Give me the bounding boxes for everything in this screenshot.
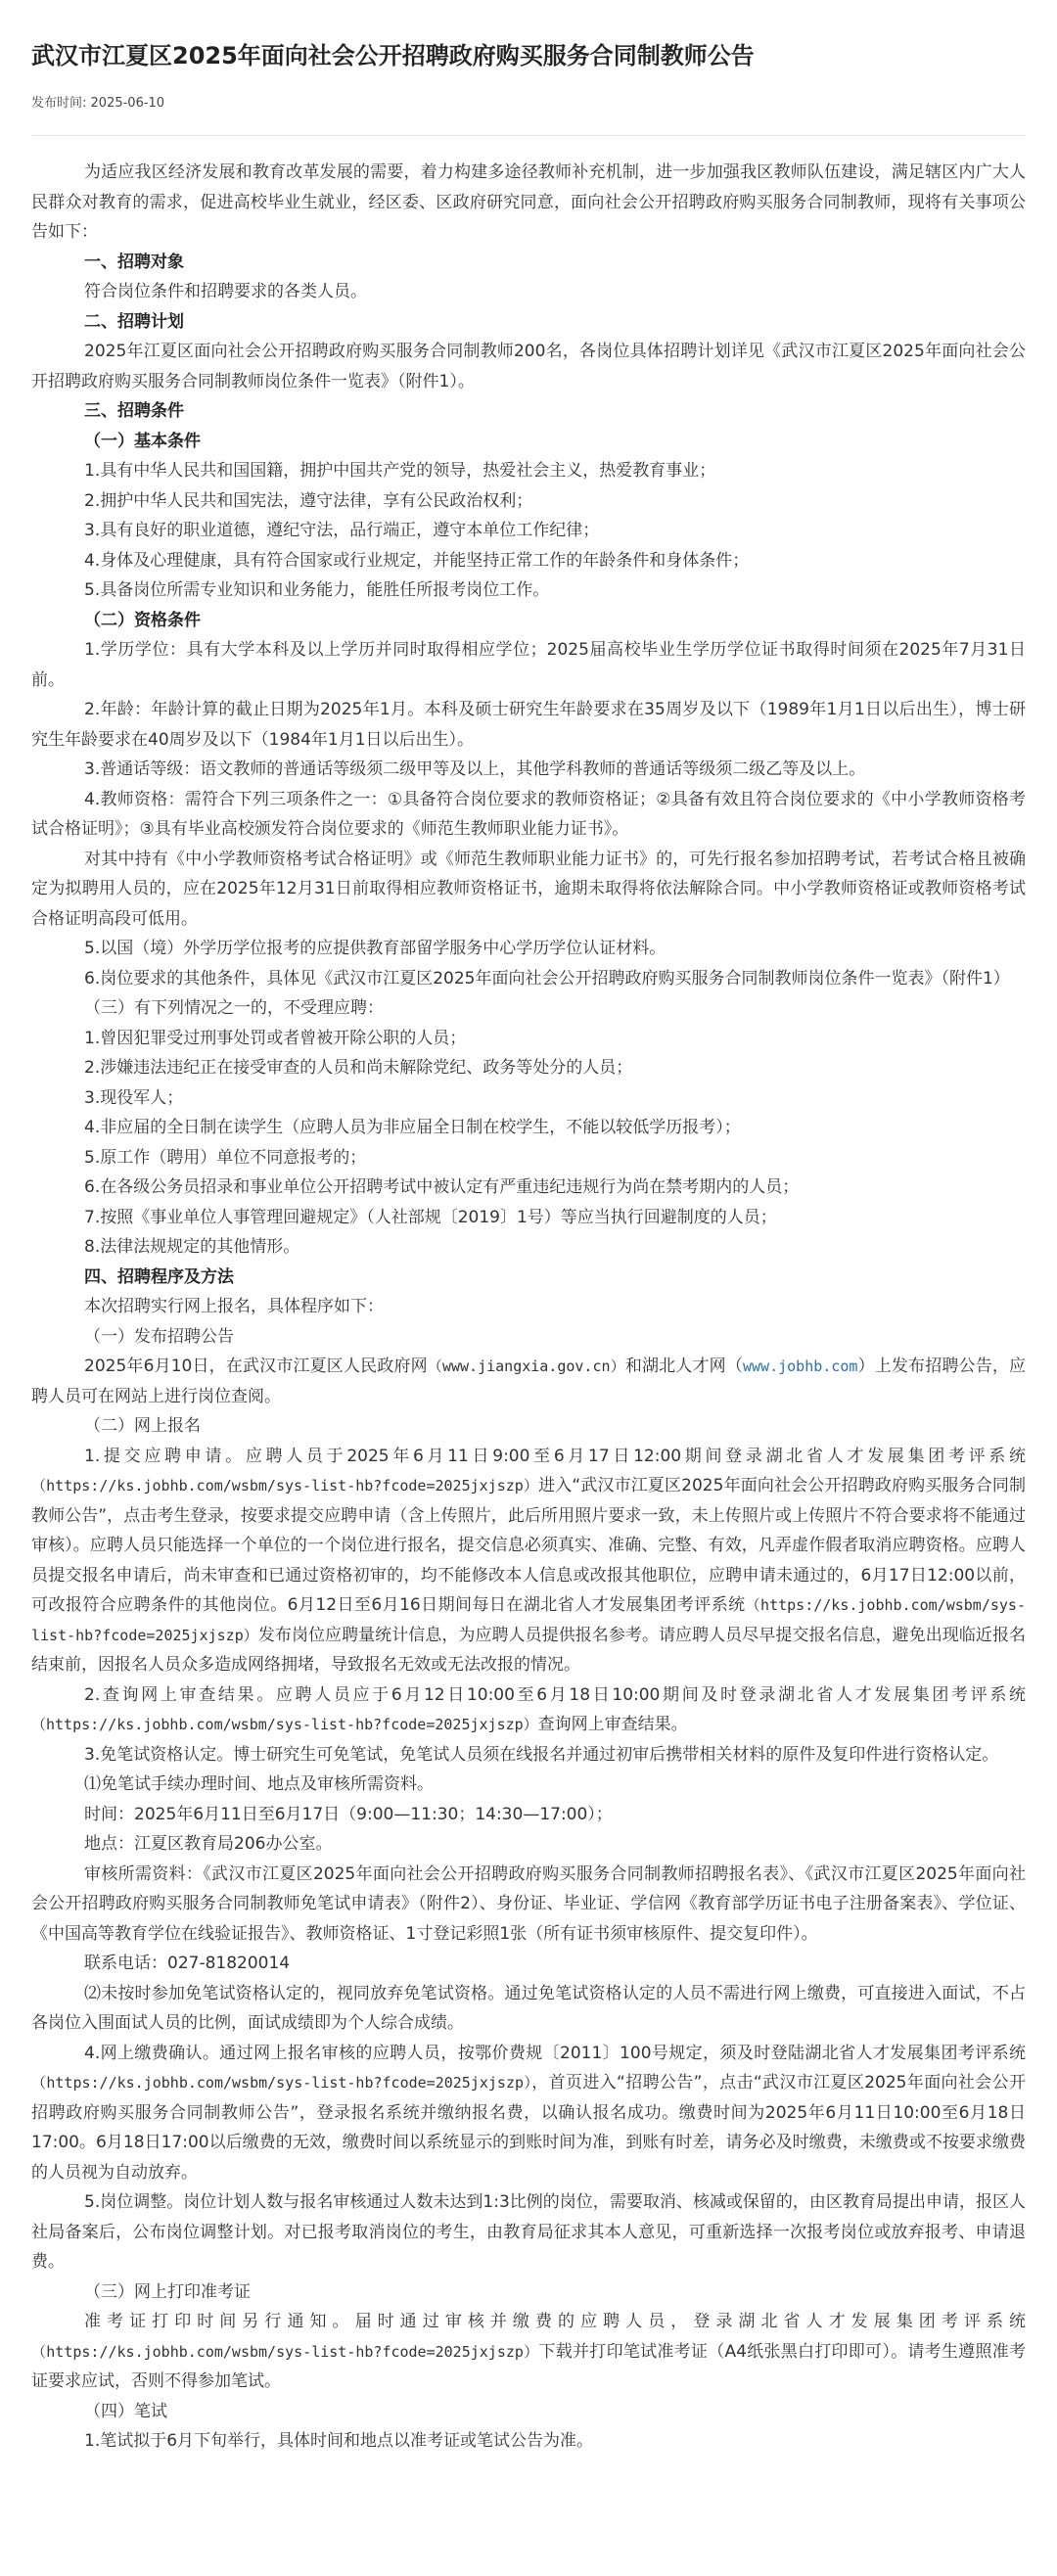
paragraph: ⑵未按时参加免笔试资格认定的，视同放弃免笔试资格。通过免笔试资格认定的人员不需进行网上缴费，可直接进入面试，不占各岗位入围面试人员的比例，面试成绩即为个人综合成绩。 xyxy=(31,1983,1026,2033)
section-heading: 一、招聘对象 xyxy=(84,252,184,272)
system-url: （https://ks.jobhb.com/wsbm/sys-list-hb?fcode=2025jxjszp） xyxy=(31,1477,539,1495)
list-item: 4.身体及心理健康，具有符合国家或行业规定，并能坚持正常工作的年龄条件和身体条件； xyxy=(84,550,750,571)
list-item: 7.按照《事业单位人事管理回避规定》（人社部规〔2019〕1号）等应当执行回避制度的人员； xyxy=(84,1207,777,1227)
text-run: 2025年6月10日，在武汉市江夏区人民政府网 xyxy=(84,1357,428,1376)
text-run: （ xyxy=(725,1357,743,1376)
section-heading: 三、招聘条件 xyxy=(84,401,184,421)
publish-label: 发布时间: xyxy=(31,96,87,111)
paragraph xyxy=(31,2039,1026,2188)
paragraph: 2.年龄：年龄计算的截止日期为2025年1月。本科及硕士研究生年龄要求在35周岁及以下（1989年1月1日以后出生），博士研究生年龄要求在40周岁及以下（1984年1月1日以后出生）。 xyxy=(31,700,1026,750)
text-run: 准考证打印时间另行通知。届时通过审核并缴费的应聘人员，登录湖北省人才发展集团考评系统 xyxy=(84,2312,1026,2331)
list-item: 2.涉嫌违法违纪正在接受审查的人员和尚未解除党纪、政务等处分的人员； xyxy=(84,1058,633,1078)
text-run: 进入“武汉市江夏区2025年面向社会公开招聘政府购买服务合同制教师公告”，点击考生登录，按要求提交应聘申请（含上传照片，此后所用照片要求一致，未上传照片或上传照片不符合要求将不能通过审核）。应聘人员只能选择一个单位的一个岗位进行报名，提交信息必须真实、准确、完整、有效，凡弄虚作假者取消应聘资格。应聘人员提交报名申请后，尚未审查和已通过资格初审的，均不能修改本人信息或改报其他职位，应聘申请未通过的，6月17日12:00以前，可改报符合应聘条件的其他岗位。6月12日至6月16日期间每日在湖北省人才发展集团考评系统 xyxy=(31,1476,1026,1615)
list-item: 8.法律法规规定的其他情形。 xyxy=(84,1237,300,1257)
publish-info xyxy=(31,90,1026,117)
paragraph: 时间：2025年6月11日至6月17日（9:00—11:30；14:30—17:00）； xyxy=(84,1804,613,1824)
article-header xyxy=(0,0,1057,117)
paragraph xyxy=(31,1680,1026,1740)
list-item: 1.曾因犯罪受过刑事处罚或者曾被开除公职的人员； xyxy=(84,1028,467,1048)
paragraph: 1.笔试拟于6月下旬举行，具体时间和地点以准考证或笔试公告为准。 xyxy=(84,2431,594,2451)
intro-paragraph: 为适应我区经济发展和教育改革发展的需要，着力构建多途径教师补充机制，进一步加强我区教师队伍建设，满足辖区内广大人民群众对教育的需求，促进高校毕业生就业，经区委、区政府研究同意，面向社会公开招聘政府购买服务合同制教师，现将有关事项公告如下： xyxy=(31,162,1026,242)
paragraph: 4.教师资格：需符合下列三项条件之一：①具备符合岗位要求的教师资格证；②具备有效且符合岗位要求的《中小学教师资格考试合格证明》；③具有毕业高校颁发符合岗位要求的《师范生教师职业能力证书》。 xyxy=(31,789,1026,839)
paragraph: 审核所需资料：《武汉市江夏区2025年面向社会公开招聘政府购买服务合同制教师招聘报名表》、《武汉市江夏区2025年面向社会公开招聘政府购买服务合同制教师免笔试申请表》（附件2）、身份证、毕业证、学信网《教育部学历证书电子注册备案表》、学位证、《中国高等教育学位在线验证报告》、教师资格证、1寸登记彩照1张（所有证书须审核原件、提交复印件）。 xyxy=(31,1863,1026,1944)
publish-date: 2025-06-10 xyxy=(90,96,165,111)
system-url: （https://ks.jobhb.com/wsbm/sys-list-hb?fcode=2025jxjszp） xyxy=(31,1596,1026,1644)
text-run: 下载并打印笔试准考证（A4纸张黑白打印即可）。请考生遵照准考证要求应试，否则不得参加笔试。 xyxy=(31,2341,1026,2391)
list-item: 3.具有良好的职业道德，遵纪守法，品行端正，遵守本单位工作纪律； xyxy=(84,521,600,540)
paragraph xyxy=(31,1442,1026,1680)
list-item: 1.具有中华人民共和国国籍，拥护中国共产党的领导，热爱社会主义，热爱教育事业； xyxy=(84,461,716,481)
paragraph: 地点：江夏区教育局206办公室。 xyxy=(84,1834,333,1854)
paragraph xyxy=(31,1352,1026,1411)
list-item: 3.现役军人； xyxy=(84,1087,184,1108)
list-item: 5.具备岗位所需专业知识和业务能力，能胜任所报考岗位工作。 xyxy=(84,580,550,600)
paragraph: 1.学历学位：具有大学本科及以上学历并同时取得相应学位；2025届高校毕业生学历学位证书取得时间须在2025年7月31日前。 xyxy=(31,640,1026,690)
contact-phone: 联系电话：027-81820014 xyxy=(84,1954,291,1973)
paragraph: 对其中持有《中小学教师资格考试合格证明》或《师范生教师职业能力证书》的，可先行报名参加招聘考试，若考试合格且被确定为拟聘用人员的，应在2025年12月31日前取得相应教师资格证书，逾期未取得将依法解除合同。中小学教师资格证或教师资格考试合格证明高段可低用。 xyxy=(31,849,1026,929)
paragraph: 2025年江夏区面向社会公开招聘政府购买服务合同制教师200名，各岗位具体招聘计划详见《武汉市江夏区2025年面向社会公开招聘政府购买服务合同制教师岗位条件一览表》（附件1）。 xyxy=(31,342,1026,391)
text-run: 1.提交应聘申请。应聘人员于2025年6月11日9:00至6月17日12:00期间登录湖北省人才发展集团考评系统 xyxy=(84,1446,1026,1466)
section-heading: 四、招聘程序及方法 xyxy=(84,1266,234,1287)
list-item: 5.原工作（聘用）单位不同意报考的； xyxy=(84,1147,367,1168)
system-url: （https://ks.jobhb.com/wsbm/sys-list-hb?fcode=2025jxjszp） xyxy=(31,2342,539,2361)
paragraph xyxy=(31,2307,1026,2397)
text-run: 和湖北人才网 xyxy=(624,1357,726,1376)
subsection-heading: （二）资格条件 xyxy=(84,610,201,630)
paragraph: 本次招聘实行网上报名，具体程序如下： xyxy=(84,1297,384,1316)
jobhb-link[interactable]: www.jobhb.com xyxy=(743,1357,858,1375)
system-url: （https://ks.jobhb.com/wsbm/sys-list-hb?fcode=2025jxjszp） xyxy=(31,1716,538,1733)
list-item: 6.在各级公务员招录和事业单位公开招聘考试中被认定有严重违纪违规行为尚在禁考期内的人员； xyxy=(84,1177,800,1197)
article-title: 武汉市江夏区2025年面向社会公开招聘政府购买服务合同制教师公告 xyxy=(31,42,755,69)
text-run: ） xyxy=(857,1357,875,1376)
section-heading: 二、招聘计划 xyxy=(84,311,184,332)
text-run: 发布岗位应聘量统计信息，为应聘人员提供报名参考。请应聘人员尽早提交报名信息，避免出现临近报名结束前，因报名人员众多造成网络拥堵，导致报名无效或无法改报的情况。 xyxy=(31,1625,1026,1675)
subsection-heading: （三）有下列情况之一的，不受理应聘： xyxy=(84,998,384,1018)
paragraph: ⑴免笔试手续办理时间、地点及审核所需资料。 xyxy=(84,1774,434,1794)
list-item: 2.拥护中华人民共和国宪法，遵守法律，享有公民政治权利； xyxy=(84,490,533,511)
paragraph: 5.岗位调整。岗位计划人数与报名审核通过人数未达到1:3比例的岗位，需要取消、核减或保留的，由区教育局提出申请，报区人社局备案后，公布岗位调整计划。对已报考取消岗位的考生，由教育局征求其本人意见，可重新选择一次报考岗位或放弃报考、申请退费。 xyxy=(31,2192,1026,2272)
system-url: （https://ks.jobhb.com/wsbm/sys-list-hb?fcode=2025jxjszp） xyxy=(31,2074,532,2092)
text-run: 上发布招聘公告，应聘人员可在网站上进行岗位查阅。 xyxy=(31,1357,1027,1406)
paragraph: 5.以国（境）外学历学位报考的应提供教育部留学服务中心学历学位认证材料。 xyxy=(84,939,666,958)
article-body xyxy=(0,136,1057,2457)
subsection-heading: （二）网上报名 xyxy=(84,1416,201,1436)
site-url: （www.jiangxia.gov.cn） xyxy=(427,1357,625,1375)
subsection-heading: （一）发布招聘公告 xyxy=(84,1326,234,1347)
text-run: 2.查询网上审查结果。应聘人员应于6月12日10:00至6月18日10:00期间及时登录湖北省人才发展集团考评系统 xyxy=(84,1684,1026,1705)
paragraph: 6.岗位要求的其他条件，具体见《武汉市江夏区2025年面向社会公开招聘政府购买服务合同制教师岗位条件一览表》（附件1） xyxy=(84,968,1010,989)
subsection-heading: （四）笔试 xyxy=(84,2401,167,2421)
text-run: 4.网上缴费确认。通过网上报名审核的应聘人员，按鄂价费规〔2011〕100号规定，须及时登陆湖北省人才发展集团考评系统 xyxy=(84,2043,1026,2063)
paragraph: 符合岗位条件和招聘要求的各类人员。 xyxy=(84,282,367,301)
text-run: ，首页进入“招聘公告”，点击“武汉市江夏区2025年面向社会公开招聘政府购买服务合同制教师公告”，登录报名系统并缴纳报名费，以确认报名成功。缴费时间为2025年6月11日10:00至6月18日17:00。6月18日17:00以后缴费的无效，缴费时间以系统显示的到账时间为准，到账有时差，请务必及时缴费，未缴费或不按要求缴费的人员视为自动放弃。 xyxy=(31,2073,1026,2183)
paragraph: 3.普通话等级：语文教师的普通话等级须二级甲等及以上，其他学科教师的普通话等级须二级乙等及以上。 xyxy=(84,759,866,779)
list-item: 4.非应届的全日制在读学生（应聘人员为非应届全日制在校学生，不能以较低学历报考）； xyxy=(84,1118,741,1137)
subsection-heading: （三）网上打印准考证 xyxy=(84,2281,251,2302)
subsection-heading: （一）基本条件 xyxy=(84,431,201,451)
text-run: 查询网上审查结果。 xyxy=(537,1715,688,1734)
paragraph: 3.免笔试资格认定。博士研究生可免笔试，免笔试人员须在线报名并通过初审后携带相关材料的原件及复印件进行资格认定。 xyxy=(84,1744,999,1765)
